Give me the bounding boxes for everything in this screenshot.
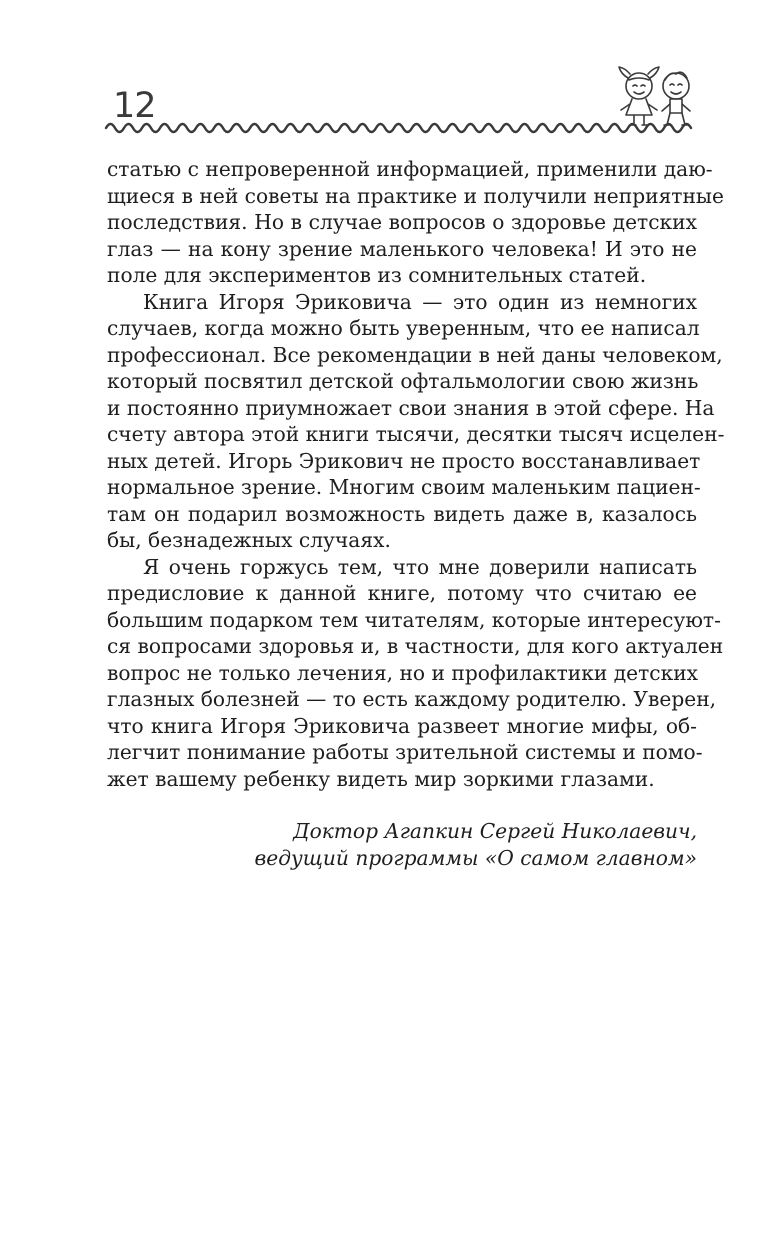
text-line: последствия. Но в случае вопросов о здоровье детских [107,210,697,234]
text-line: который посвятил детской офтальмологии свою жизнь [107,369,699,393]
signature-name: Доктор Агапкин Сергей Николаевич, [293,819,697,843]
text-line: статью с непроверенной информацией, применили даю- [107,157,713,181]
kids-drawing-icon [612,64,702,132]
text-line: вопрос не только лечения, но и профилактики детских [107,660,699,685]
text-line: большим подарком тем читателям, которые интересуют- [107,607,721,632]
text-line: жет вашему ребенку видеть мир зоркими глазами. [107,766,655,791]
text-line: глазных болезней — то есть каждому родителю. Уверен, [107,687,717,711]
wavy-divider [104,118,699,138]
text-line: щиеся в ней советы на практике и получили неприятные [107,183,724,208]
text-line: Книга Игоря Эриковича — это один из немногих [143,289,697,314]
text-line: случаев, когда можно быть уверенным, что ее написал [107,316,700,340]
signature [255,818,698,871]
text-line: счету автора этой книги тысячи, десятки тысяч исцелен- [107,422,725,446]
text-line: там он подарил возможность видеть даже в, казалось [107,501,697,526]
text-line: ся вопросами здоровья и, в частности, для кого актуален [107,634,724,658]
text-line: Я очень горжусь тем, что мне доверили написать [143,554,697,579]
paragraph-1 [107,156,724,289]
text-line: что книга Игоря Эриковича развеет многие мифы, об- [107,713,697,738]
text-line: глаз — на кону зрение маленького человека! И это не [107,236,697,261]
page-number: 12 [113,86,156,126]
text-line: бы, безнадежных случаях. [107,528,391,552]
body-text [107,156,725,792]
text-line: поле для экспериментов из сомнительных статей. [107,263,647,287]
text-line: и постоянно приумножает свои знания в этой сфере. На [107,395,715,420]
text-line: нормальное зрение. Многим своим маленьким пациен- [107,475,701,499]
paragraph-2 [107,289,725,554]
text-line: профессионал. Все рекомендации в ней даны человеком, [107,342,723,367]
text-line: легчит понимание работы зрительной системы и помо- [107,740,703,764]
paragraph-3 [107,554,724,793]
signature-role: ведущий программы «О самом главном» [254,845,697,870]
text-line: ных детей. Игорь Эрикович не просто восстанавливает [107,448,701,473]
text-line: предисловие к данной книге, потому что считаю ее [107,581,697,605]
